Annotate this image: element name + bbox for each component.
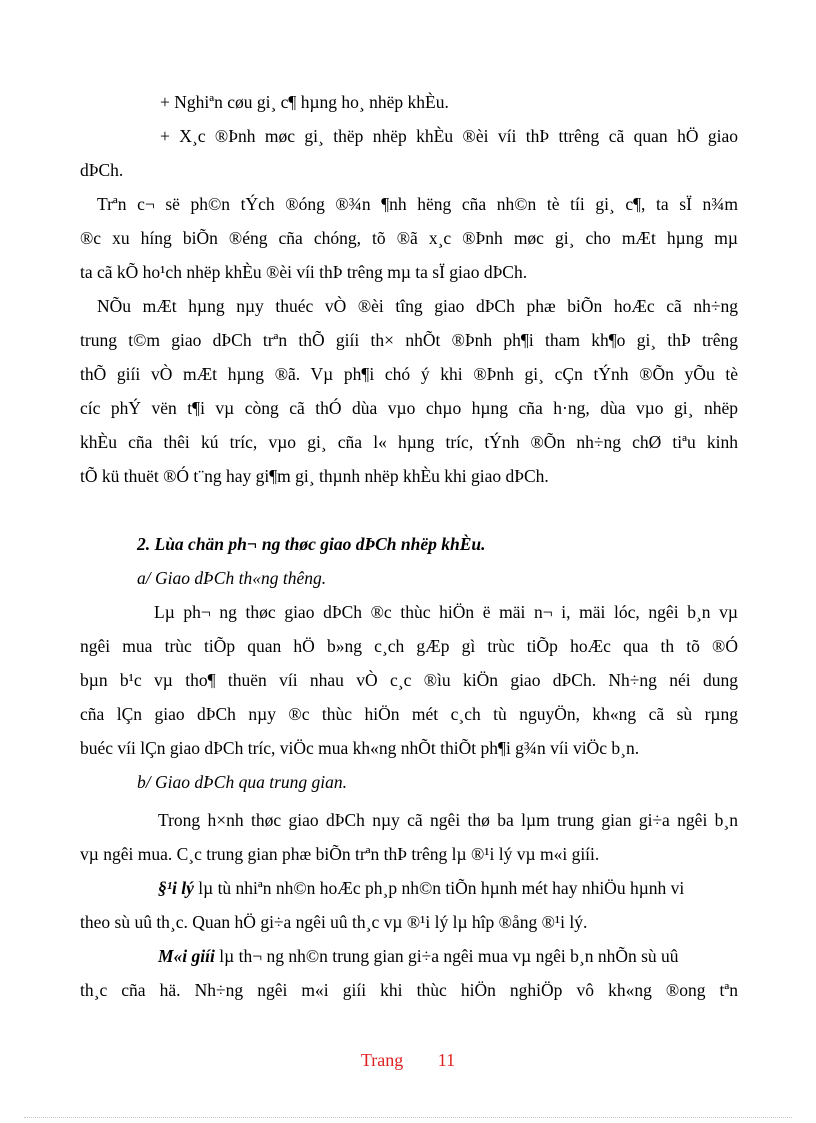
- text-line: ta cã kÕ ho¹ch nhëp khÈu ®èi víi thÞ trêng mµ ta sÏ giao dÞCh.: [80, 262, 528, 282]
- text-line: cña lÇn giao dÞCh nµy ®c thùc hiÖn mét c¸ch tù nguyÖn, kh«ng cã sù rµng: [80, 704, 738, 724]
- text-line: khÈu cña thêi kú tríc, vµo gi¸ cña l« hµng tríc, tÝnh ®Õn nh÷ng chØ tiªu kinh: [80, 432, 738, 452]
- text-line: Trªn c¬ së ph©n tÝch ®óng ®¾n ¶nh hëng cña nh©n tè tíi gi¸ c¶, ta sÏ n¾m: [97, 194, 738, 214]
- subsection-heading: b/ Giao dÞCh qua trung gian.: [137, 772, 348, 792]
- text-line: tÕ kü thuët ®Ó t¨ng hay gi¶m gi¸ thµnh nhëp khÈu khi giao dÞCh.: [80, 466, 549, 486]
- bullet-line-1: + Nghiªn cøu gi¸ c¶ hµng ho¸ nhëp khÈu.: [160, 92, 449, 112]
- text-line: dÞCh.: [80, 160, 124, 180]
- text-line: vµ ngêi mua. C¸c trung gian phæ biÕn trªn thÞ trêng lµ ®¹i lý vµ m«i giíi.: [80, 844, 600, 864]
- text-line: ngêi mua trùc tiÕp quan hÖ b»ng c¸ch gÆp gì trùc tiÕp hoÆc qua th tõ ®Ó: [80, 636, 738, 656]
- bullet-line-2: + X¸c ®Þnh møc gi¸ thëp nhëp khÈu ®èi víi thÞ ttrêng cã quan hÖ giao: [160, 126, 738, 146]
- term-definition: lµ th¬ ng nh©n trung gian gi÷a ngêi mua vµ ngêi b¸n nhÕn sù uû: [219, 946, 679, 966]
- text-line: trung t©m giao dÞCh trªn thÕ giíi th× nhÕt ®Þnh ph¶i tham kh¶o gi¸ thÞ trêng: [80, 330, 738, 350]
- term-line: [158, 876, 684, 900]
- page-bottom-divider: [24, 1117, 792, 1118]
- text-line: bµn b¹c vµ tho¶ thuën víi nhau vÒ c¸c ®ìu kiÖn giao dÞCh. Nh÷ng néi dung: [80, 670, 738, 690]
- text-line: Trong h×nh thøc giao dÞCh nµy cã ngêi thø ba lµm trung gian gi÷a ngêi b¸n: [158, 810, 738, 830]
- page-footer: [0, 1050, 816, 1071]
- text-line: ®c xu híng biÕn ®éng cña chóng, tõ ®ã x¸c ®Þnh møc gi¸ cho mÆt hµng mµ: [80, 228, 738, 248]
- text-line: theo sù uû th¸c. Quan hÖ gi÷a ngêi uû th¸c vµ ®¹i lý lµ hîp ®ång ®¹i lý.: [80, 912, 588, 932]
- footer-label: Trang: [360, 1050, 404, 1070]
- text-line: th¸c cña hä. Nh÷ng ngêi m«i giíi khi thùc hiÖn nghiÖp vô kh«ng ®ong tªn: [80, 980, 738, 1000]
- page-number: 11: [437, 1050, 456, 1070]
- subsection-heading: a/ Giao dÞCh th«ng thêng.: [137, 568, 327, 588]
- text-line: cíc phÝ vën t¶i vµ còng cã thÓ dùa vµo chµo hµng cña h·ng, dùa vµo gi¸ nhëp: [80, 398, 738, 418]
- text-line: NÕu mÆt hµng nµy thuéc vÒ ®èi tîng giao dÞCh phæ biÕn hoÆc cã nh÷ng: [97, 296, 738, 316]
- text-line: buéc víi lÇn giao dÞCh tríc, viÖc mua kh«ng nhÕt thiÕt ph¶i g¾n víi viÖc b¸n.: [80, 738, 640, 758]
- term-dai-ly: §¹i lý: [158, 878, 194, 898]
- text-line: Lµ ph¬ ng thøc giao dÞCh ®c thùc hiÖn ë mäi n¬ i, mäi lóc, ngêi b¸n vµ: [154, 602, 738, 622]
- term-line: [158, 944, 679, 968]
- term-definition: lµ tù nhiªn nh©n hoÆc ph¸p nh©n tiÕn hµnh mét hay nhiÖu hµnh vi: [198, 878, 685, 898]
- term-moi-gioi: M«i giíi: [158, 946, 215, 966]
- text-line: thÕ giíi vÒ mÆt hµng ®ã. Vµ ph¶i chó ý khi ®Þnh gi¸ cÇn tÝnh ®Õn yÕu tè: [80, 364, 738, 384]
- section-heading: 2. Lùa chän ph¬ ng thøc giao dÞCh nhëp khÈu.: [137, 534, 486, 554]
